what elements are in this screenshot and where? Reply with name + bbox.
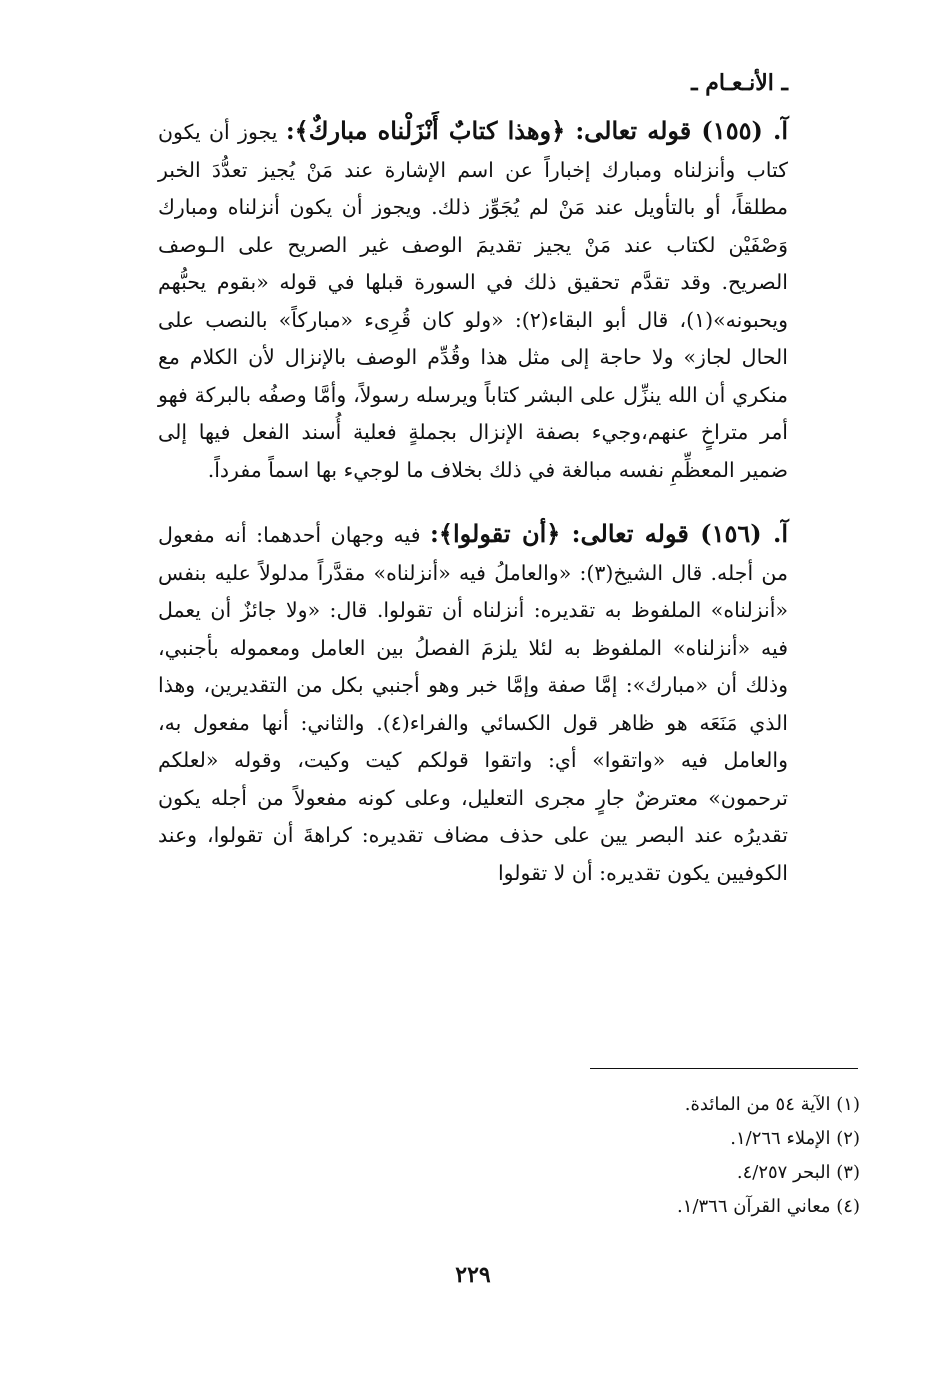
page-number: ٢٢٩ bbox=[455, 1262, 491, 1288]
footnote-separator bbox=[590, 1068, 858, 1069]
paragraph-body: يجوز أن يكون كتاب وأنزلناه ومبارك إخباراً عن اسم الإشارة عند مَنْ يُجيز تعدُّدَ الخبر مطلقاً، أو بالتأويل عند مَنْ لم يُجَوِّز ذلك. ويجوز أن يكون أنزلناه ومبارك وَصْفَيْن لكتاب عند مَنْ يجيز تقديمَ الوصف غير الصريح على الـوصف الصريح. وقد تقدَّم تحقيق ذلك في السورة قبلها في قوله «بقوم يحبُّهم ويحبونه»(١)، قال أبو البقاء(٢): «ولو كان قُرِىء «مباركاً» بالنصب على الحال لجاز» ولا حاجة إلى مثل هذا وقُدِّم الوصف بالإنزال لأن الكلام مع منكري أن الله ينزِّل على البشر كتاباً ويرسله رسولاً، وأمَّا وصفُه بالبركة فهو أمر متراخٍ عنهم،وجيء بصفة الإنزال بجملةٍ فعلية أُسند الفعل فيها إلى ضمير المعظِّمِ نفسه مبالغة في ذلك بخلاف ما لوجيء بها اسماً مفرداً. bbox=[158, 120, 788, 482]
paragraph-verse-156 bbox=[158, 515, 788, 892]
running-header: ـ الأنـعـام ـ bbox=[691, 70, 788, 96]
verse-heading: آ. (١٥٥) قوله تعالى: ﴿وهذا كتابٌ أَنْزَلْناه مباركٌ﴾: bbox=[285, 116, 789, 145]
verse-heading: آ. (١٥٦) قوله تعالى: ﴿أن تقولوا﴾: bbox=[430, 519, 789, 548]
footnote-item: (٣) البحر ٤/٢٥٧. bbox=[736, 1162, 860, 1183]
footnotes bbox=[460, 1088, 860, 1224]
main-text bbox=[158, 112, 788, 892]
paragraph-body: فيه وجهان أحدهما: أنه مفعول من أجله. قال الشيخ(٣): «والعاملُ فيه «أنزلناه» مقدَّراً مدلولاً عليه بنفس «أنزلناه» الملفوظ به تقديره: أنزلناه أن تقولوا. قال: «ولا جائزٌ أن يعمل فيه «أنزلناه» الملفوظ به لئلا يلزمَ الفصلُ بين العامل ومعموله بأجنبي، وذلك أن «مبارك»: إمَّا صفة وإمَّا خبر وهو أجنبي بكل من التقديرين، وهذا الذي مَنَعَه هو ظاهر قول الكسائي والفراء(٤). والثاني: أنها مفعول به، والعامل فيه «واتقوا» أي: واتقوا قولكم كيت وكيت، وقوله «لعلكم ترحمون» معترضٌ جارٍ مجرى التعليل، وعلى كونه مفعولاً من أجله يكون تقديرُه عند البصر يين على حذف مضاف تقديره: كراهةَ أن تقولوا، وعند الكوفيين يكون تقديره: أن لا تقولوا bbox=[158, 523, 788, 885]
footnote-item: (١) الآية ٥٤ من المائدة. bbox=[684, 1094, 860, 1115]
footnote-item: (٤) معاني القرآن ١/٣٦٦. bbox=[677, 1196, 860, 1217]
paragraph-verse-155 bbox=[158, 112, 788, 489]
footnote-item: (٢) الإملاء ١/٢٦٦. bbox=[730, 1128, 860, 1149]
